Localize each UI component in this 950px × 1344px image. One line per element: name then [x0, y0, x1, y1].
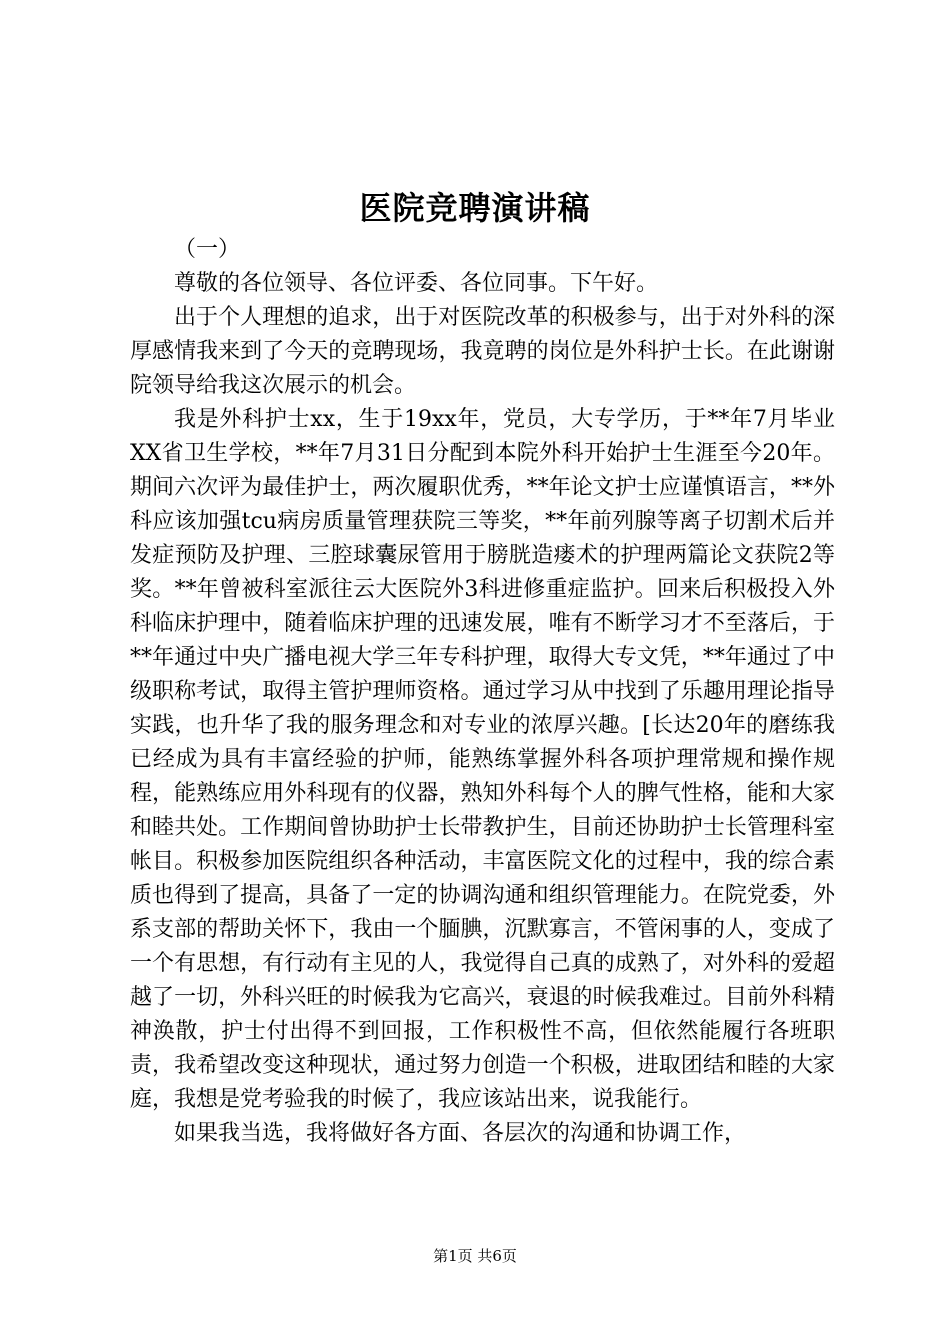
- plan-paragraph: 如果我当选，我将做好各方面、各层次的沟通和协调工作，: [174, 1121, 747, 1146]
- document-title: 医院竞聘演讲稿: [359, 189, 591, 227]
- page-footer: 第1页 共6页: [433, 1247, 517, 1265]
- background-paragraph: 我是外科护士xx，生于19xx年，党员，大专学历，于**年7月毕业XX省卫生学校，**年7月31日分配到本院外科开始护士生涯至今20年。期间六次评为最佳护士，两次履职优秀，**年论文护士应谨慎语言，**外科应该加强tcu病房质量管理获院三等奖，**年前列腺等离子切割术后并发症预防及护理、三腔球囊尿管用于膀胱造瘘术的护理两篇论文获院2等奖。**年曾被科室派往云大医院外3科进修重症监护。回来后积极投入外科临床护理中，随着临床护理的迅速发展，唯有不断学习才不至落后，于**年通过中央广播电视大学三年专科护理，取得大专文凭，**年通过了中级职称考试，取得主管护理师资格。通过学习从中找到了乐趣用理论指导实践，也升华了我的服务理念和对专业的浓厚兴趣。[长达20年的磨练我已经成为具有丰富经验的护师，能熟练掌握外科各项护理常规和操作规程，能熟练应用外科现有的仪器，熟知外科每个人的脾气性格，能和大家和睦共处。工作期间曾协助护士长带教护生，目前还协助护士长管理科室帐目。积极参加医院组织各种活动，丰富医院文化的过程中，我的综合素质也得到了提高，具备了一定的协调沟通和组织管理能力。在院党委，外系支部的帮助关怀下，我由一个腼腆，沉默寡言，不管闲事的人，变成了一个有思想，有行动有主见的人，我觉得自己真的成熟了，对外科的爱超越了一切，外科兴旺的时候我为它高兴，衰退的时候我难过。目前外科精神涣散，护士付出得不到回报，工作积极性不高，但依然能履行各班职责，我希望改变这种现状，通过努力创造一个积极，进取团结和睦的大家庭，我想是党考验我的时候了，我应该站出来，说我能行。: [130, 407, 835, 1112]
- section-number-paragraph: （一）: [174, 237, 241, 262]
- greeting-paragraph: 尊敬的各位领导、各位评委、各位同事。下午好。: [174, 271, 659, 296]
- intro-paragraph: 出于个人理想的追求，出于对医院改革的积极参与，出于对外科的深厚感情我来到了今天的竞聘现场，我竟聘的岗位是外科护士长。在此谢谢院领导给我这次展示的机会。: [130, 305, 835, 398]
- document-body: [130, 233, 835, 1151]
